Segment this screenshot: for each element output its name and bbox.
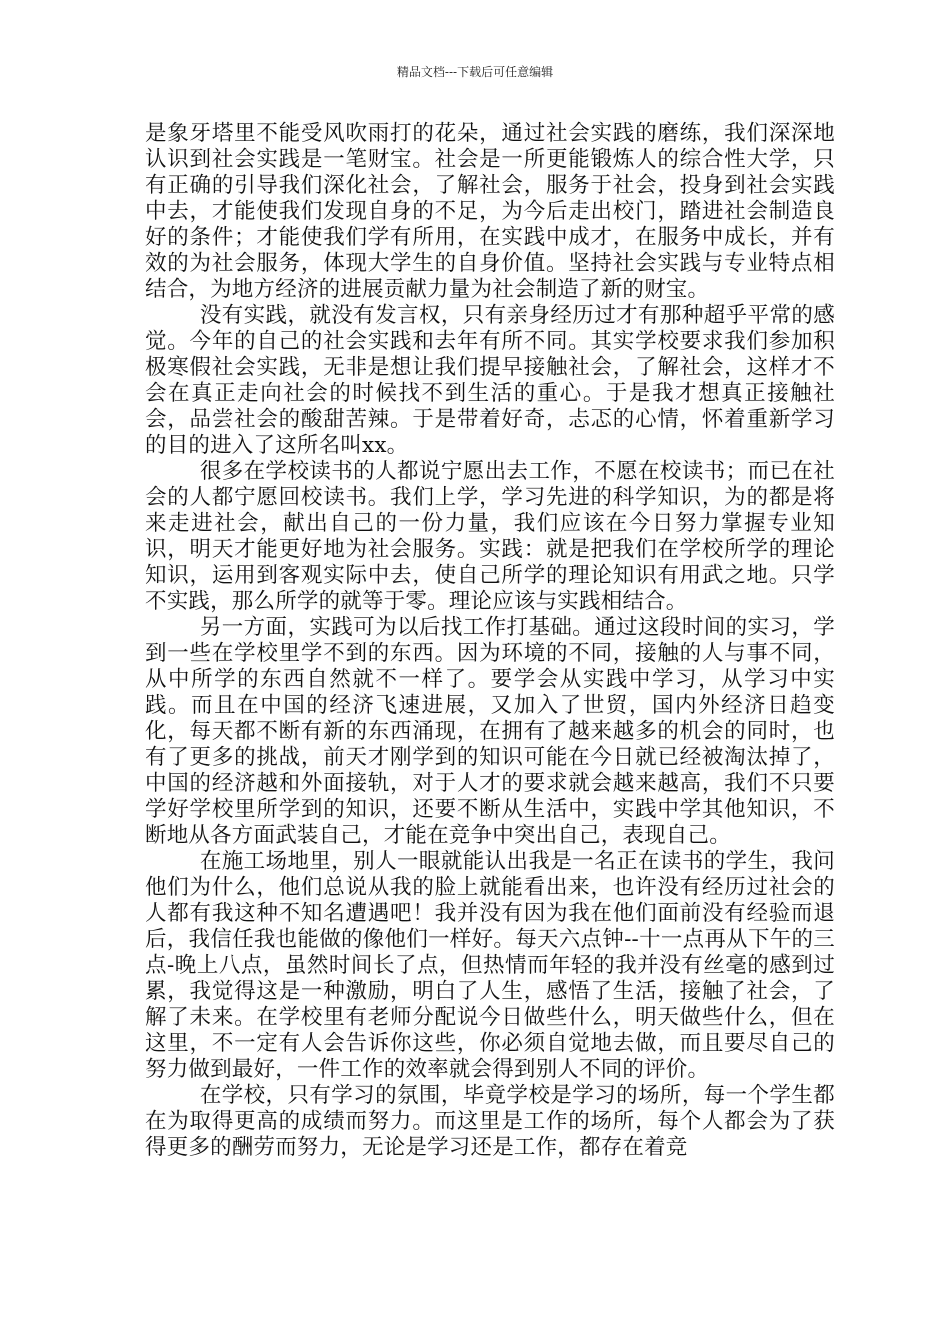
paragraph-6: 在学校，只有学习的氛围，毕竟学校是学习的场所，每一个学生都在为取得更高的成绩而努力。而这里是工作的场所，每个人都会为了获得更多的酬劳而努力，无论是学习还是工作，都存在着竞 [145, 1083, 835, 1160]
page-header: 精品文档---下载后可任意编辑 [396, 65, 554, 79]
paragraph-3: 很多在学校读书的人都说宁愿出去工作，不愿在校读书；而已在社会的人都宁愿回校读书。我们上学，学习先进的科学知识，为的都是将来走进社会，献出自己的一份力量，我们应该在今日努力掌握专业知识，明天才能更好地为社会服务。实践：就是把我们在学校所学的理论知识，运用到客观实际中去，使自己所学的理论知识有用武之地。只学不实践，那么所学的就等于零。理论应该与实践相结合。 [145, 459, 835, 614]
paragraph-1: 是象牙塔里不能受风吹雨打的花朵，通过社会实践的磨练，我们深深地认识到社会实践是一笔财宝。社会是一所更能锻炼人的综合性大学，只有正确的引导我们深化社会，了解社会，服务于社会，投身到社会实践中去，才能使我们发现自身的不足，为今后走出校门，踏进社会制造良好的条件；才能使我们学有所用，在实践中成才，在服务中成长，并有效的为社会服务，体现大学生的自身价值。坚持社会实践与专业特点相结合，为地方经济的进展贡献力量为社会制造了新的财宝。 [145, 121, 835, 302]
document-body [145, 121, 835, 1161]
paragraph-5: 在施工场地里，别人一眼就能认出我是一名正在读书的学生，我问他们为什么，他们总说从我的脸上就能看出来，也许没有经历过社会的人都有我这种不知名遭遇吧！我并没有因为我在他们面前没有经验而退后，我信任我也能做的像他们一样好。每天六点钟--十一点再从下午的三点-晚上八点，虽然时间长了点，但热情而年轻的我并没有丝毫的感到过累，我觉得这是一种激励，明白了人生，感悟了生活，接触了社会，了解了未来。在学校里有老师分配说今日做些什么，明天做些什么，但在这里，不一定有人会告诉你这些，你必须自觉地去做，而且要尽自己的努力做到最好，一件工作的效率就会得到别人不同的评价。 [145, 849, 835, 1082]
paragraph-4: 另一方面，实践可为以后找工作打基础。通过这段时间的实习，学到一些在学校里学不到的东西。因为环境的不同，接触的人与事不同，从中所学的东西自然就不一样了。要学会从实践中学习，从学习中实践。而且在中国的经济飞速进展，又加入了世贸，国内外经济日趋变化，每天都不断有新的东西涌现，在拥有了越来越多的机会的同时，也有了更多的挑战，前天才刚学到的知识可能在今日就已经被淘汰掉了，中国的经济越和外面接轨，对于人才的要求就会越来越高，我们不只要学好学校里所学到的知识，还要不断从生活中，实践中学其他知识，不断地从各方面武装自己，才能在竞争中突出自己，表现自己。 [145, 615, 835, 848]
paragraph-2: 没有实践，就没有发言权，只有亲身经历过才有那种超乎平常的感觉。今年的自己的社会实践和去年有所不同。其实学校要求我们参加积极寒假社会实践，无非是想让我们提早接触社会，了解社会，这样才不会在真正走向社会的时候找不到生活的重心。于是我才想真正接触社会，品尝社会的酸甜苦辣。于是带着好奇，忐忑的心情，怀着重新学习的目的进入了这所名叫xx。 [145, 303, 835, 458]
